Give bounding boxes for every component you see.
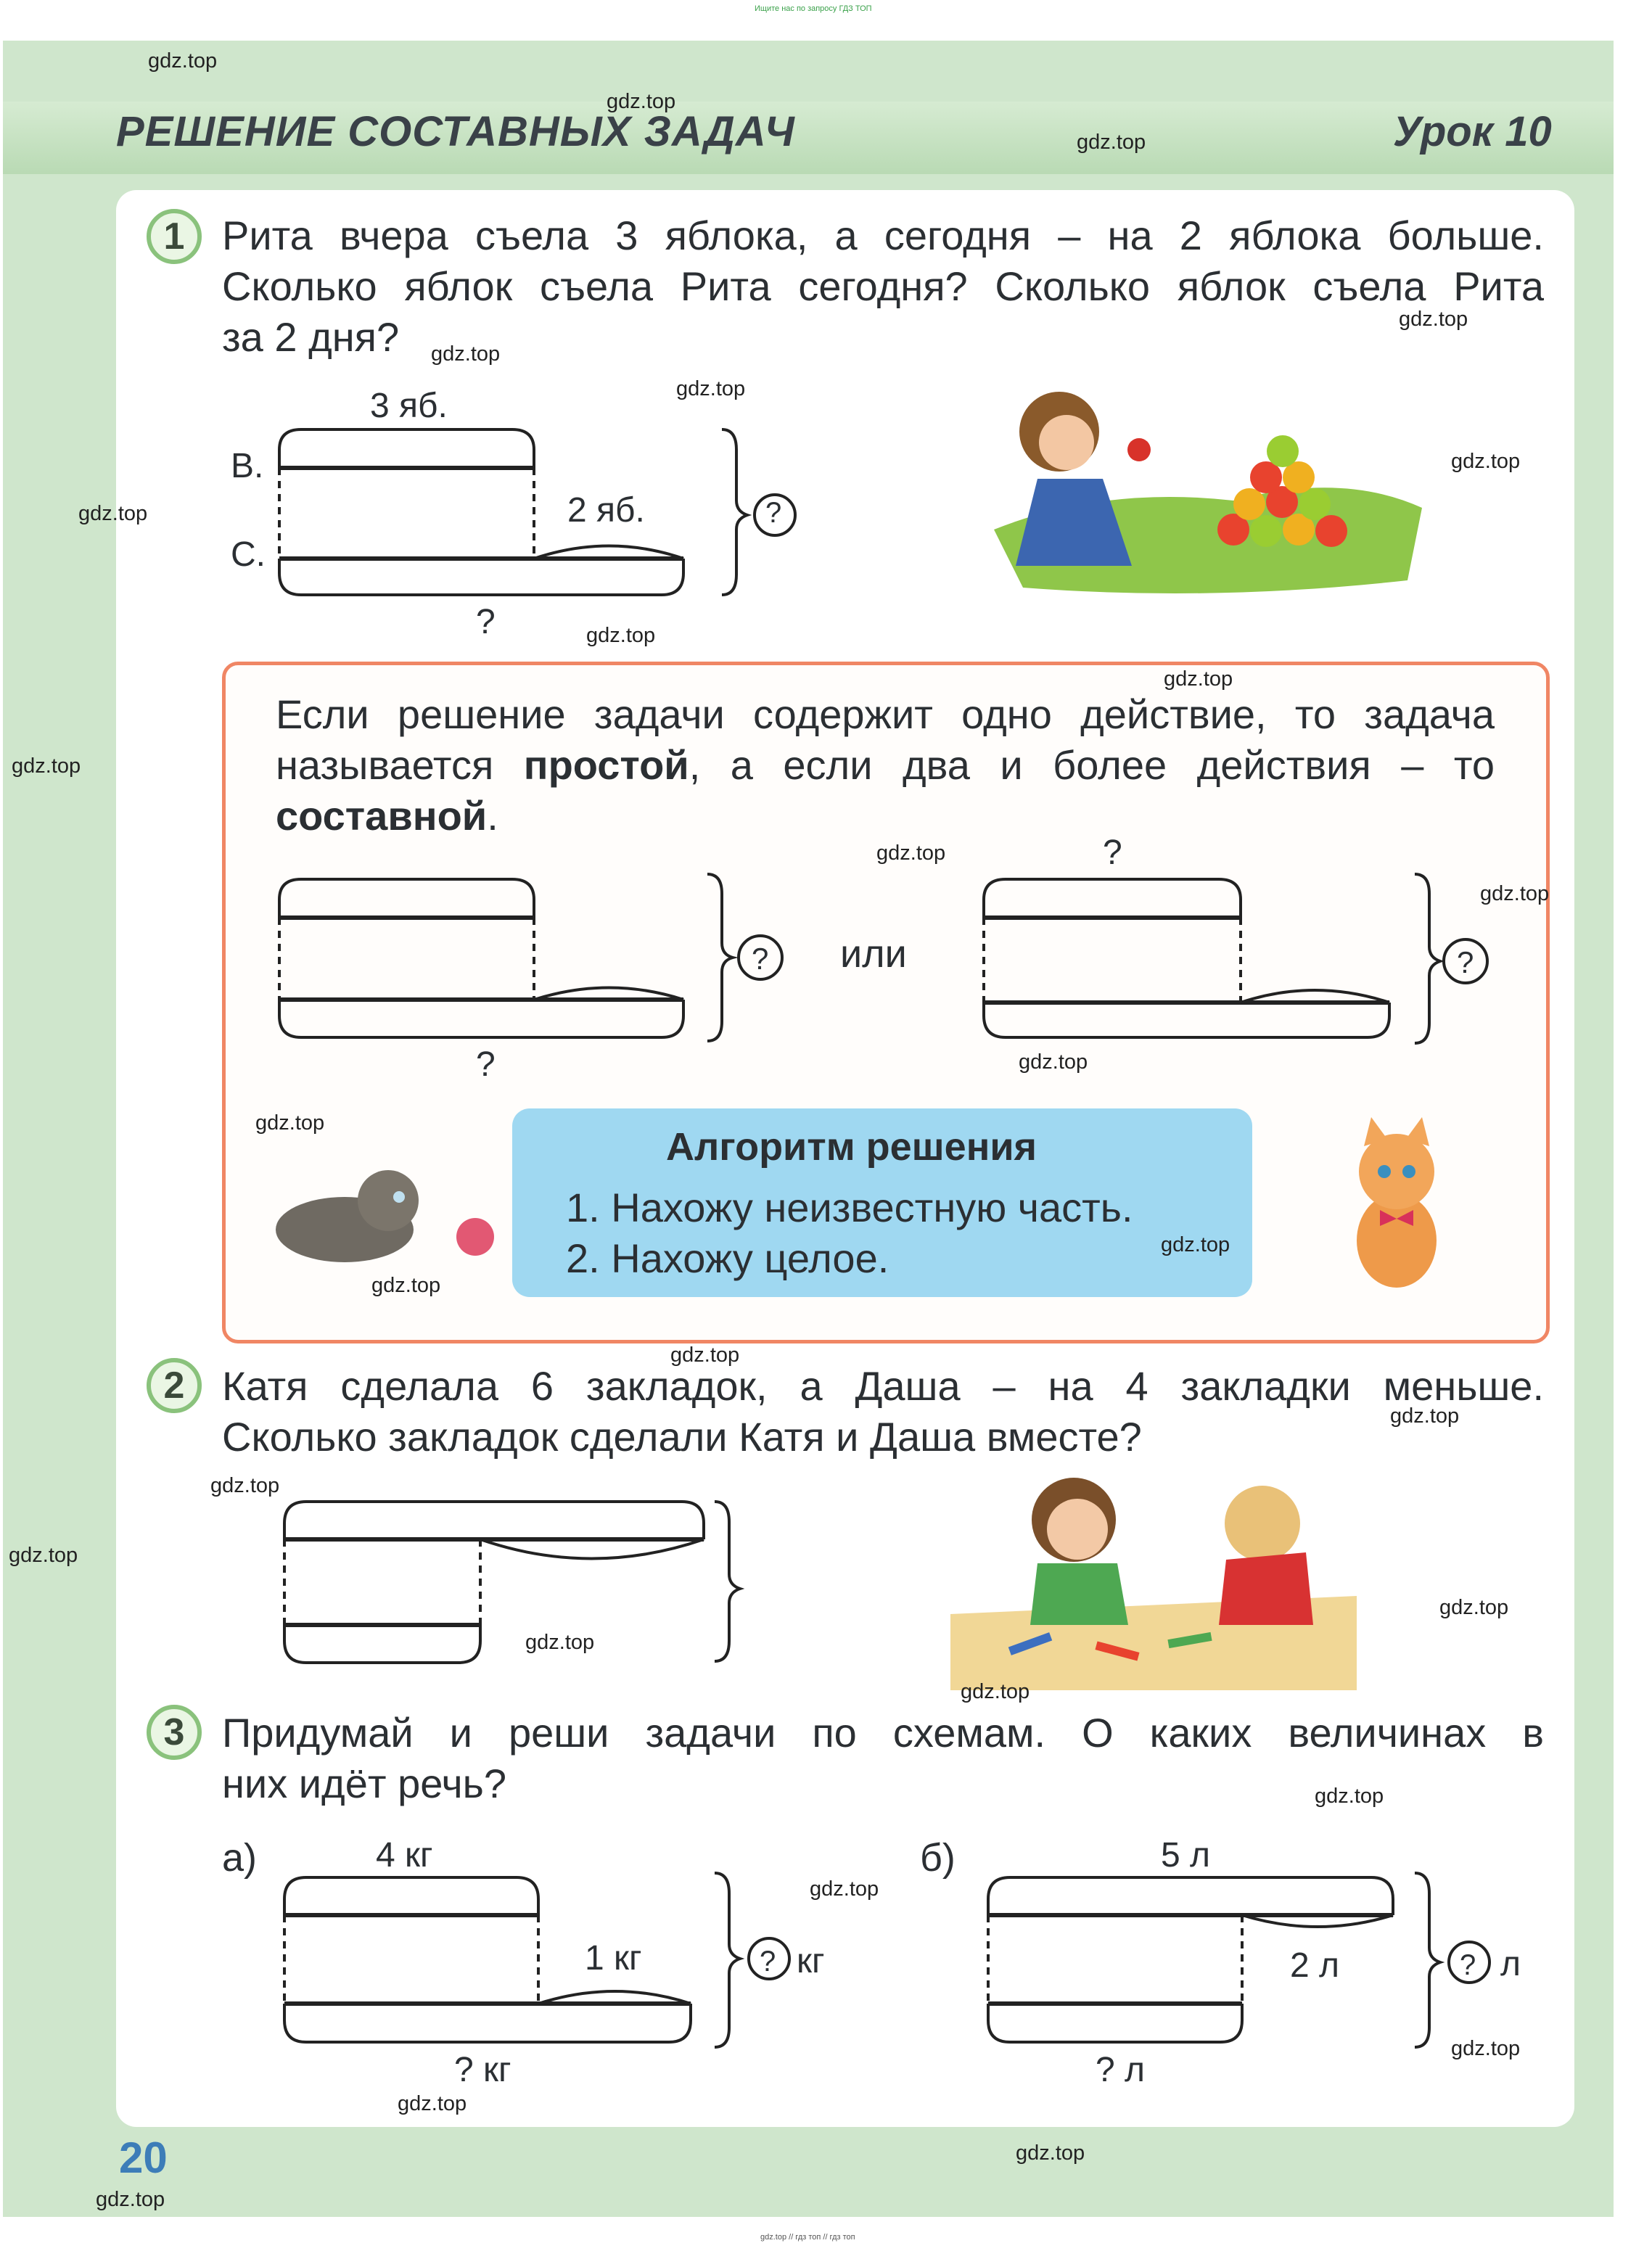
task1-line3: за 2 дня? (222, 314, 400, 360)
scheme-a-top-label: 4 кг (376, 1836, 433, 1875)
watermark: gdz.top (398, 2092, 467, 2115)
watermark: gdz.top (876, 841, 946, 865)
watermark: gdz.top (371, 1274, 441, 1297)
task1-row1-label: В. (231, 447, 264, 485)
rule-composite-term: составной (276, 793, 488, 839)
watermark: gdz.top (1019, 1050, 1088, 1074)
rule-right-brace-label: ? (1457, 945, 1474, 979)
scheme-a-extra-label: 1 кг (585, 1939, 642, 1978)
watermark: gdz.top (586, 624, 656, 647)
rule-line3: составной. (276, 793, 498, 839)
watermark: gdz.top (1016, 2141, 1085, 2165)
task1-brace-label: ? (765, 497, 782, 529)
rule-simple-term: простой (523, 742, 689, 788)
watermark: gdz.top (676, 377, 746, 400)
task2-number-badge: 2 (147, 1358, 202, 1413)
task2-line1: Катя сделала 6 закладок, а Даша – на 4 закладки меньше. (222, 1363, 1544, 1409)
watermark: gdz.top (607, 90, 676, 113)
watermark: gdz.top (1399, 308, 1468, 331)
algorithm-step2: 2. Нахожу целое. (566, 1235, 889, 1281)
task2-line2: Сколько закладок сделали Катя и Даша вместе? (222, 1414, 1142, 1460)
task1-bottom-label: ? (476, 603, 496, 641)
task3-line1: Придумай и реши задачи по схемам. О каких величинах в (222, 1710, 1544, 1756)
scheme-b-top-label: 5 л (1161, 1836, 1211, 1875)
scheme-b-brace-q: ? (1460, 1949, 1476, 1981)
watermark: gdz.top (148, 49, 218, 73)
watermark: gdz.top (431, 342, 501, 366)
watermark: gdz.top (9, 1544, 78, 1567)
algorithm-step1: 1. Нахожу неизвестную часть. (566, 1185, 1133, 1230)
rule-line2: называется простой, а если два и более действия – то (276, 742, 1495, 788)
watermark: gdz.top (1161, 1233, 1230, 1256)
watermark: gdz.top (12, 754, 81, 778)
watermark: gdz.top (1315, 1785, 1384, 1808)
task3-line2: них идёт речь? (222, 1761, 506, 1806)
task1-line2: Сколько яблок съела Рита сегодня? Сколько яблок съела Рита (222, 263, 1544, 309)
rule-line1: Если решение задачи содержит одно действие, то задача (276, 691, 1495, 737)
page-number: 20 (119, 2133, 168, 2182)
watermark: gdz.top (1451, 450, 1521, 473)
task1-row2-label: С. (231, 535, 266, 574)
scheme-b-brace-unit: л (1500, 1945, 1521, 1983)
watermark: gdz.top (78, 502, 148, 525)
rule-or-label: или (840, 932, 907, 976)
watermark: gdz.top (96, 2188, 165, 2211)
watermark: gdz.top (1164, 667, 1233, 691)
task1-line1: Рита вчера съела 3 яблока, а сегодня – на 2 яблока больше. (222, 213, 1544, 258)
scheme-b-extra-label: 2 л (1290, 1946, 1340, 1985)
scheme-b-letter: б) (920, 1836, 956, 1880)
rule-left-bottom-label: ? (476, 1045, 496, 1084)
watermark: gdz.top (210, 1474, 280, 1497)
scheme-a-brace-unit: кг (797, 1942, 825, 1980)
watermark: gdz.top (810, 1877, 879, 1901)
rule-left-brace-label: ? (752, 942, 769, 976)
lesson-title: РЕШЕНИЕ СОСТАВНЫХ ЗАДАЧ (116, 108, 795, 155)
watermark: gdz.top (1077, 131, 1146, 154)
task1-number-badge: 1 (147, 209, 202, 264)
scheme-a-letter: а) (222, 1836, 258, 1880)
watermark: gdz.top (525, 1631, 595, 1654)
algorithm-title: Алгоритм решения (666, 1125, 1037, 1169)
watermark: gdz.top (255, 1111, 325, 1135)
task1-extra-label: 2 яб. (567, 491, 645, 530)
watermark: gdz.top (670, 1343, 740, 1367)
watermark: gdz.top (961, 1680, 1030, 1703)
top-notice: Ищите нас по запросу ГДЗ ТОП (755, 4, 872, 13)
rule-right-top-label: ? (1103, 834, 1122, 872)
task3-number-badge: 3 (147, 1705, 202, 1760)
watermark: gdz.top (1439, 1596, 1509, 1619)
bottom-notice: gdz.top // гдз топ // гдз топ (760, 2233, 855, 2242)
lesson-number: Урок 10 (1393, 108, 1552, 155)
watermark: gdz.top (1451, 2037, 1521, 2060)
scheme-a-brace-q: ? (760, 1946, 776, 1978)
watermark: gdz.top (1390, 1404, 1460, 1428)
scheme-a-bottom-label: ? кг (454, 2051, 511, 2089)
watermark: gdz.top (1480, 882, 1550, 905)
task1-top-label: 3 яб. (370, 387, 448, 425)
scheme-b-bottom-label: ? л (1096, 2051, 1146, 2089)
